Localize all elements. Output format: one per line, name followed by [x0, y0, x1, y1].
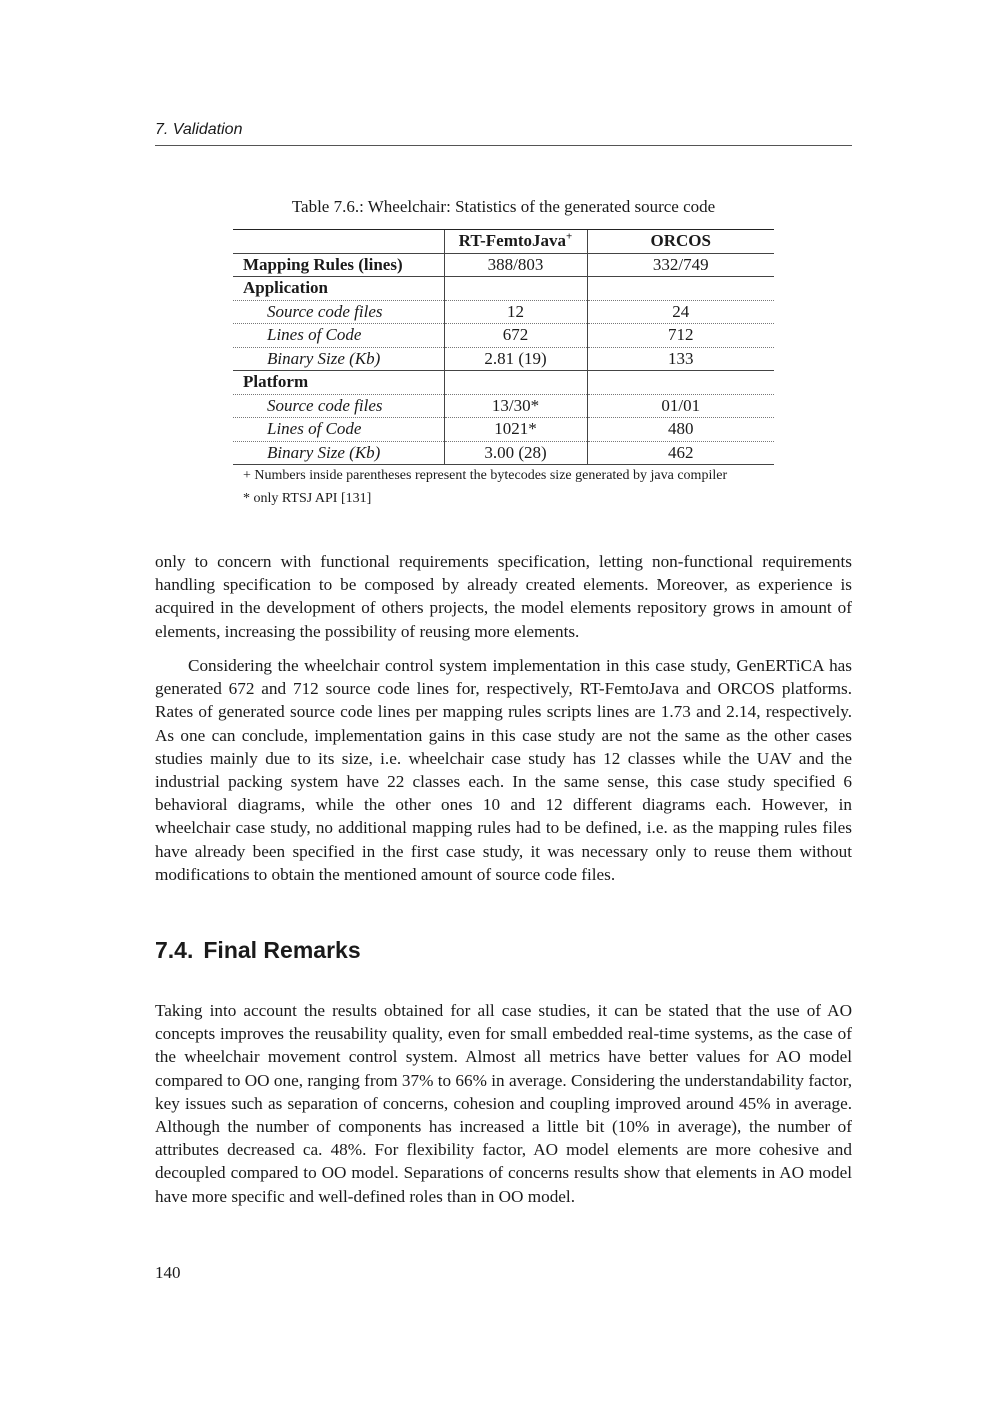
cell-value: 2.81 (19)	[444, 347, 587, 371]
cell-value: 133	[587, 347, 774, 371]
table-row	[233, 441, 774, 465]
cell-value: 388/803	[444, 253, 587, 277]
table-row	[233, 300, 774, 324]
row-label: Lines of Code	[233, 418, 444, 442]
body-paragraph: Taking into account the results obtained for all case studies, it can be stated that the use of AO concepts improves the reusability quality, even for small embedded real-time systems, as the case of the wheelchair movement control system. Almost all metrics have better values for AO model compared to OO one, ranging from 37% to 66% in average. Considering the understandability factor, key issues such as separation of concerns, cohesion and coupling improved around 45% in average. Although the number of components has increased a little bit (10% in average), the number of attributes decreased ca. 48%. For flexibility factor, AO model elements are more cohesive and decoupled compared to OO model. Separations of concerns results show that elements in AO model have more specific and well-defined roles than in OO model.	[155, 1001, 852, 1206]
table-header-row	[233, 230, 774, 254]
column-header-marker: +	[566, 230, 573, 243]
cell-value: 462	[587, 441, 774, 465]
table-row-group-application	[233, 277, 774, 301]
cell-value	[587, 277, 774, 301]
cell-value	[444, 277, 587, 301]
cell-value: 332/749	[587, 253, 774, 277]
cell-value: 3.00 (28)	[444, 441, 587, 465]
table-caption: Table 7.6.: Wheelchair: Statistics of the generated source code	[291, 197, 716, 216]
table-row	[233, 324, 774, 348]
cell-value: 24	[587, 300, 774, 324]
table-header-empty-cell	[233, 230, 444, 254]
cell-value: 13/30*	[444, 394, 587, 418]
body-paragraph: only to concern with functional requirements specification, letting non-functional requirements handling specification to be composed by already created elements. Moreover, as experience is acquired in the development of others projects, the model elements repository grows in amount of elements, increasing the possibility of reusing more elements.	[155, 552, 852, 641]
column-header-orcos	[587, 230, 774, 254]
cell-value: 01/01	[587, 394, 774, 418]
table-footnote-asterisk: * only RTSJ API [131]	[243, 491, 372, 506]
body-paragraph: Considering the wheelchair control system implementation in this case study, GenERTiCA has generated 672 and 712 source code lines for, respectively, RT-FemtoJava and ORCOS platforms. Rates of generated source code lines per mapping rules scripts lines are 1.73 and 2.14, respectively. As one can conclude, implementation gains in this case study are not the same as the other cases studies mainly due to its size, i.e. wheelchair case study has 12 classes while the UAV and the industrial packing system have 22 classes each. In the same sense, this case study specified 6 behavioral diagrams, while the other ones 10 and 12 different diagrams each. However, in wheelchair case study, no additional mapping rules had to be defined, i.e. as the mapping rules files have already been specified in the first case study, it was necessary only to reuse them without modifications to obtain the mentioned amount of source code files.	[155, 656, 852, 884]
table-row-group-platform	[233, 371, 774, 395]
statistics-table	[233, 229, 774, 465]
row-label: Source code files	[233, 300, 444, 324]
cell-value	[587, 371, 774, 395]
section-number: 7.4.	[155, 937, 194, 963]
row-group-label: Platform	[233, 371, 444, 395]
column-header-label: ORCOS	[650, 231, 711, 251]
table-footnote-plus: + Numbers inside parentheses represent the bytecodes size generated by java compiler	[243, 468, 728, 483]
running-header: 7. Validation	[155, 119, 852, 146]
table-row	[233, 418, 774, 442]
table-row	[233, 394, 774, 418]
row-label: Binary Size (Kb)	[233, 441, 444, 465]
row-label: Binary Size (Kb)	[233, 347, 444, 371]
row-group-label: Application	[233, 277, 444, 301]
row-label: Mapping Rules (lines)	[233, 253, 444, 277]
table-row-mapping-rules	[233, 253, 774, 277]
section-title: Final Remarks	[203, 937, 361, 963]
column-header-label: RT-FemtoJava	[458, 231, 567, 251]
section-heading	[155, 935, 371, 965]
cell-value	[444, 371, 587, 395]
row-label: Source code files	[233, 394, 444, 418]
cell-value: 672	[444, 324, 587, 348]
cell-value: 12	[444, 300, 587, 324]
cell-value: 1021*	[444, 418, 587, 442]
row-label: Lines of Code	[233, 324, 444, 348]
cell-value: 480	[587, 418, 774, 442]
page-number: 140	[155, 1263, 181, 1282]
column-header-rt-femtojava	[444, 230, 587, 254]
table-row	[233, 347, 774, 371]
cell-value: 712	[587, 324, 774, 348]
